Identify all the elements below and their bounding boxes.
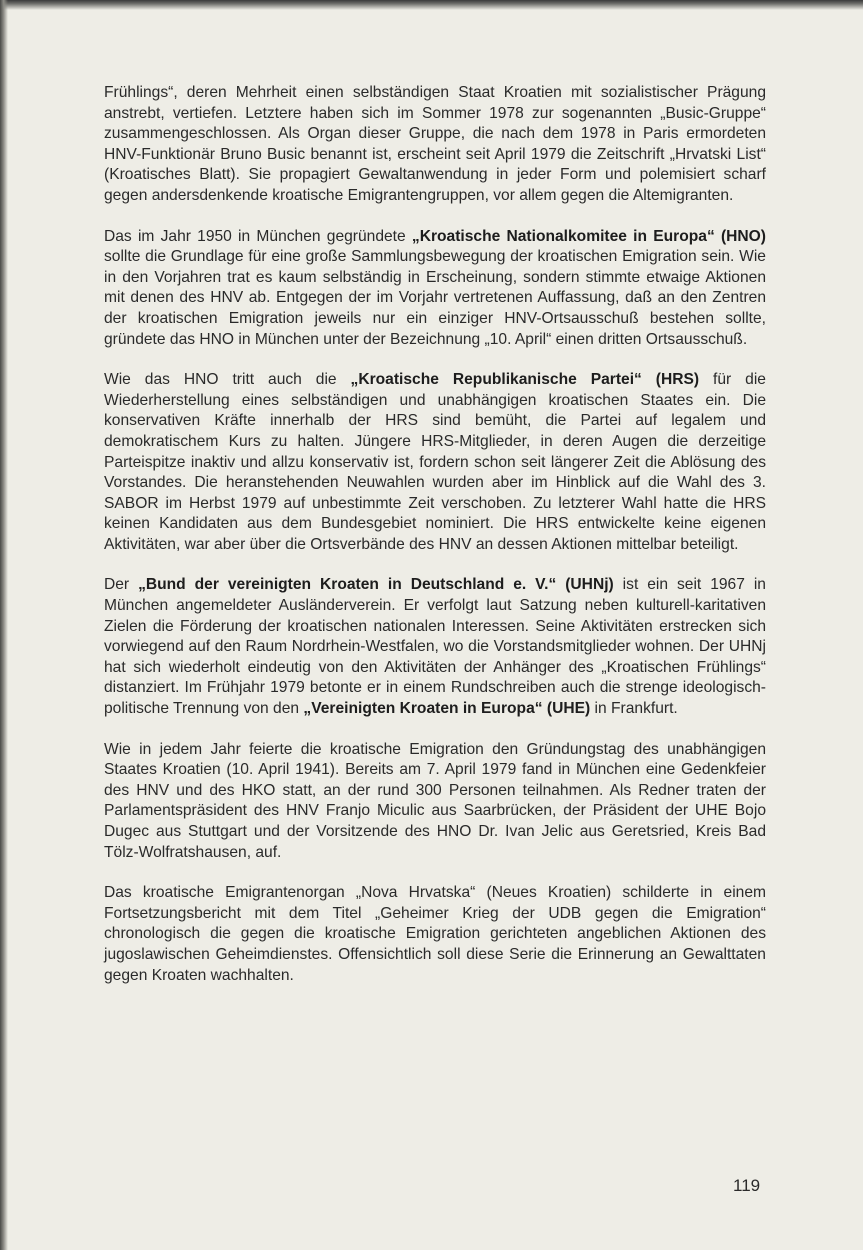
organization-name-uhe: „Vereinigten Kroaten in Europa“ (UHE) — [303, 700, 591, 718]
organization-name-hno: „Kroatische Nationalkomitee in Europa“ (HNO) — [411, 227, 766, 245]
paragraph-4 — [104, 575, 766, 719]
paragraph-4-text-2: ist ein seit 1967 in München angemeldeter Ausländerverein. Er verfolgt laut Satzung neben kulturell-karitativen Zielen die Förderung der kroatischen nationalen Interessen. Seine Aktivitäten erstrecken sich vorwiegend auf den Raum Nordrhein-Westfalen, wo die Vorstandsmitglieder wohnen. Der UHNj hat sich wiederholt eindeutig von den Aktivitäten der Anhänger des „Kroatischen Frühlings“ distanziert. Im Frühjahr 1979 betonte er in einem Rundschreiben auch die strenge ideologisch-politische Trennung von den — [104, 576, 766, 718]
paragraph-2-text-1: Das im Jahr 1950 in München gegründete — [104, 227, 412, 245]
paragraph-6 — [104, 883, 766, 986]
paragraph-5-text: Wie in jedem Jahr feierte die kroatische Emigration den Gründungstag des unabhängigen Staates Kroatien (10. April 1941). Bereits am 7. April 1979 fand in München eine Gedenkfeier des HNV und des HKO statt, an der rund 300 Personen teilnahmen. Als Redner traten der Parlamentspräsident des HNV Franjo Miculic aus Saarbrücken, der Präsident der UHE Bojo Dugec aus Stuttgart und der Vorsitzende des HNO Dr. Ivan Jelic aus Geretsried, Kreis Bad Tölz-Wolfratshausen, auf. — [104, 740, 766, 861]
paragraph-4-text-3: in Frankfurt. — [590, 700, 678, 718]
scan-edge-top — [0, 0, 863, 10]
scan-edge-left — [0, 0, 8, 1250]
paragraph-5 — [104, 740, 766, 864]
paragraph-6-text: Das kroatische Emigrantenorgan „Nova Hrvatska“ (Neues Kroatien) schilderte in einem Fortsetzungsbericht mit dem Titel „Geheimer Krieg der UDB gegen die Emigration“ chronologisch die gegen die kroatische Emigration gerichteten angeblichen Aktionen des jugoslawischen Geheimdienstes. Offensichtlich soll diese Serie die Erinnerung an Gewalttaten gegen Kroaten wachhalten. — [104, 884, 766, 984]
paragraph-1-text: Frühlings“, deren Mehrheit einen selbständigen Staat Kroatien mit sozialistischer Prägung anstrebt, vertiefen. Letztere haben sich im Sommer 1978 zur sogenannten „Busic-Gruppe“ zusammengeschlossen. Als Organ dieser Gruppe, die nach dem 1978 in Paris ermordeten HNV-Funktionär Bruno Busic benannt ist, erscheint seit April 1979 die Zeitschrift „Hrvatski List“ (Kroatisches Blatt). Sie propagiert Gewaltanwendung in jeder Form und polemisiert scharf gegen andersdenkende kroatische Emigrantengruppen, vor allem gegen die Altemigranten. — [104, 84, 766, 204]
organization-name-uhnj: „Bund der vereinigten Kroaten in Deutschland e. V.“ (UHNj) — [138, 576, 614, 594]
paragraph-3 — [104, 370, 766, 555]
paragraph-2-text-2: sollte die Grundlage für eine große Sammlungsbewegung der kroatischen Emigration sein. Wie in den Vorjahren trat es kaum selbständig in Erscheinung, sondern stimmte etwaige Aktionen mit denen des HNV ab. Entgegen der im Vorjahr vertretenen Auffassung, daß an den Zentren der kroatischen Emigration jeweils nur ein einziger HNV-Ortsausschuß bestehen sollte, gründete das HNO in München unter der Bezeichnung „10. April“ einen dritten Ortsausschuß. — [104, 248, 766, 348]
paragraph-3-text-2: für die Wiederherstellung eines selbständigen und unabhängigen kroatischen Staates ein. Die konservativen Kräfte innerhalb der HRS sind bemüht, die Partei auf legalem und demokratischem Kurs zu halten. Jüngere HRS-Mitglieder, in deren Augen die derzeitige Parteispitze inaktiv und allzu konservativ ist, fordern schon seit längerer Zeit die Ablösung des Vorstandes. Die heranstehenden Neuwahlen wurden aber im Hinblick auf die Wahl des 3. SABOR im Herbst 1979 auf unbestimmte Zeit verschoben. Zu letzterer Wahl hatte die HRS keinen Kandidaten aus dem Bundesgebiet nominiert. Die HRS entwickelte keine eigenen Aktivitäten, war aber über die Ortsverbände des HNV an dessen Aktionen mittelbar beteiligt. — [104, 371, 766, 553]
paragraph-1 — [104, 83, 766, 207]
page-body — [104, 83, 766, 1006]
page-number: 119 — [733, 1176, 761, 1195]
paragraph-2 — [104, 227, 766, 351]
organization-name-hrs: „Kroatische Republikanische Partei“ (HRS) — [350, 371, 700, 389]
paragraph-3-text-1: Wie das HNO tritt auch die — [104, 371, 351, 389]
paragraph-4-text-1: Der — [104, 576, 139, 594]
